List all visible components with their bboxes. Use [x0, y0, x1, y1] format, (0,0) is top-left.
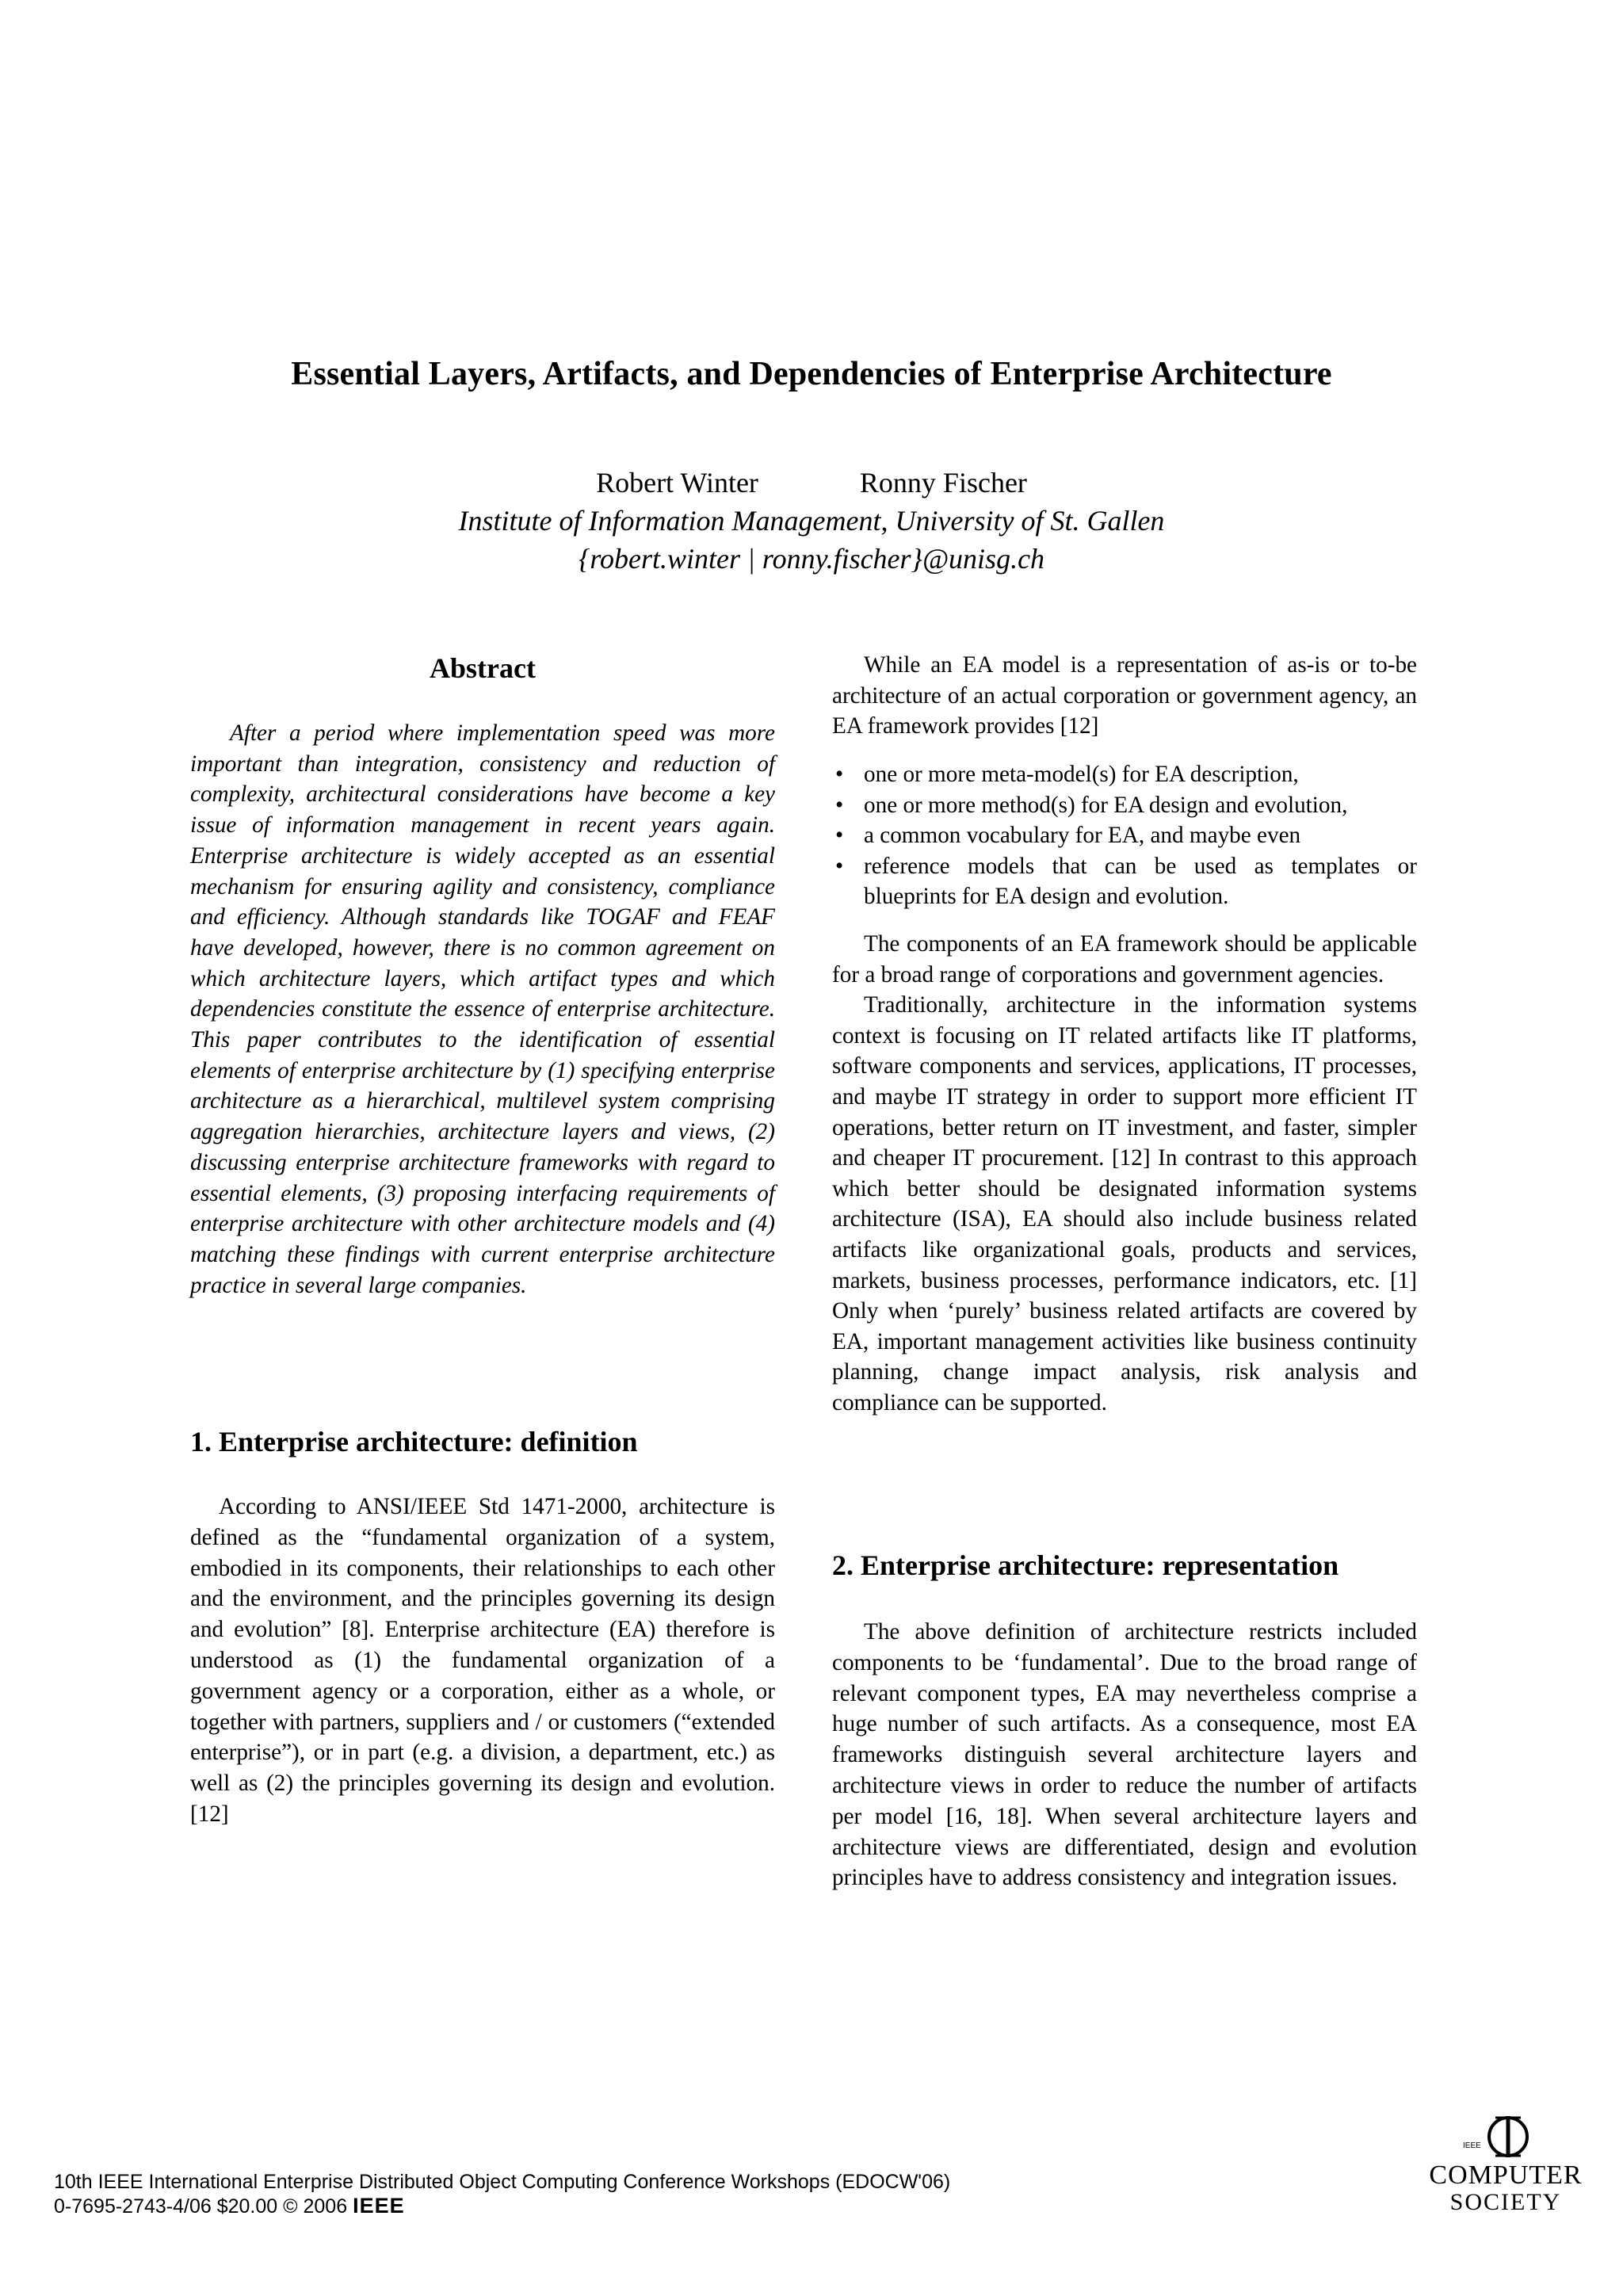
computer-society-logo	[1426, 2115, 1585, 2222]
section-2-heading: 2. Enterprise architecture: representation	[832, 1549, 1339, 1581]
section-2-body	[832, 1617, 1417, 1893]
paper-title: Essential Layers, Artifacts, and Dependencies of Enterprise Architecture	[291, 356, 1332, 392]
logo-ieee-text: IEEE	[1463, 2141, 1481, 2150]
abstract-body	[190, 718, 775, 1301]
abstract-paragraph: After a period where implementation speed was more important than integration, consistency and reduction of complexity, architectural considerations have become a key issue of information management in recent years again. Enterprise architecture is widely accepted as an essential mechanism for ensuring agility and consistency, compliance and efficiency. Although standards like TOGAF and FEAF have developed, however, there is no common agreement on which architecture layers, which artifact types and which dependencies constitute the essence of enterprise architecture. This paper contributes to the identification of essential elements of enterprise architecture by (1) specifying enterprise architecture as a hierarchical, multilevel system comprising aggregation hierarchies, architecture layers and views, (2) discussing enterprise architecture frameworks with regard to essential elements, (3) proposing interfacing requirements of enterprise architecture with other architecture models and (4) matching these findings with current enterprise architecture practice in several large companies.	[190, 720, 775, 1298]
list-item: • one or more meta-model(s) for EA description,	[832, 759, 1417, 790]
copyright-line	[54, 2194, 1243, 2218]
isbn-copyright: 0-7695-2743-4/06 $20.00 © 2006	[54, 2195, 348, 2218]
list-item: • one or more method(s) for EA design and evolution,	[832, 790, 1417, 821]
logo-society-text: SOCIETY	[1449, 2189, 1562, 2215]
traditional-architecture-paragraph: Traditionally, architecture in the information systems context is focusing on IT related artifacts like IT platforms, software components and services, applications, IT processes, and maybe IT strategy in order to support more efficient IT operations, better return on IT investment, and faster, simpler and cheaper IT procurement. [12] In contrast to this approach which better should be designated information systems architecture (ISA), EA should also include business related artifacts like organizational goals, products and services, markets, business processes, performance indicators, etc. [1] Only when ‘purely’ business related artifacts are covered by EA, important management activities like business continuity planning, change impact analysis, risk analysis and compliance can be supported.	[832, 992, 1417, 1415]
logo-computer-text: COMPUTER	[1429, 2160, 1583, 2190]
framework-intro	[832, 650, 1417, 742]
abstract-heading: Abstract	[430, 652, 536, 684]
list-item: • a common vocabulary for EA, and maybe even	[832, 820, 1417, 851]
computer-society-emblem-icon	[1486, 2115, 1530, 2159]
framework-components-paragraph: The components of an EA framework should be applicable for a broad range of corporations and government agencies.	[832, 931, 1417, 988]
section-1-heading: 1. Enterprise architecture: definition	[190, 1426, 638, 1457]
author-name: Ronny Fischer	[859, 467, 1027, 499]
author-list	[0, 466, 1623, 499]
author-email: {robert.winter | ronny.fischer}@unisg.ch	[578, 543, 1045, 575]
section-1-body	[190, 1492, 775, 1830]
page-footer	[54, 2170, 1243, 2218]
ieee-wordmark: IEEE	[353, 2194, 405, 2218]
framework-discussion	[832, 929, 1417, 1419]
framework-intro-paragraph: While an EA model is a representation of as-is or to-be architecture of an actual corporation or government agency, an EA framework provides [12]	[832, 652, 1417, 739]
framework-bullet-list	[832, 759, 1417, 912]
conference-line: 10th IEEE International Enterprise Distributed Object Computing Conference Workshops (EDOCW'06)	[54, 2171, 951, 2193]
affiliation: Institute of Information Management, University of St. Gallen	[458, 505, 1165, 537]
author-name: Robert Winter	[596, 467, 758, 499]
section-2-paragraph: The above definition of architecture restricts included components to be ‘fundamental’. Due to the broad range of relevant component types, EA may nevertheless comprise a huge number of such artifacts. As a consequence, most EA frameworks distinguish several architecture layers and architecture views in order to reduce the number of artifacts per model [16, 18]. When several architecture layers and architecture views are differentiated, design and evolution principles have to address consistency and integration issues.	[832, 1619, 1417, 1891]
list-item: • reference models that can be used as templates or blueprints for EA design and evolution.	[832, 851, 1417, 912]
section-1-paragraph: According to ANSI/IEEE Std 1471-2000, architecture is defined as the “fundamental organization of a system, embodied in its components, their relationships to each other and the environment, and the principles governing its design and evolution” [8]. Enterprise architecture (EA) therefore is understood as (1) the fundamental organization of a government agency or a corporation, either as a whole, or together with partners, suppliers and / or customers (“extended enterprise”), or in part (e.g. a division, a department, etc.) as well as (2) the principles governing its design and evolution. [12]	[190, 1494, 775, 1827]
